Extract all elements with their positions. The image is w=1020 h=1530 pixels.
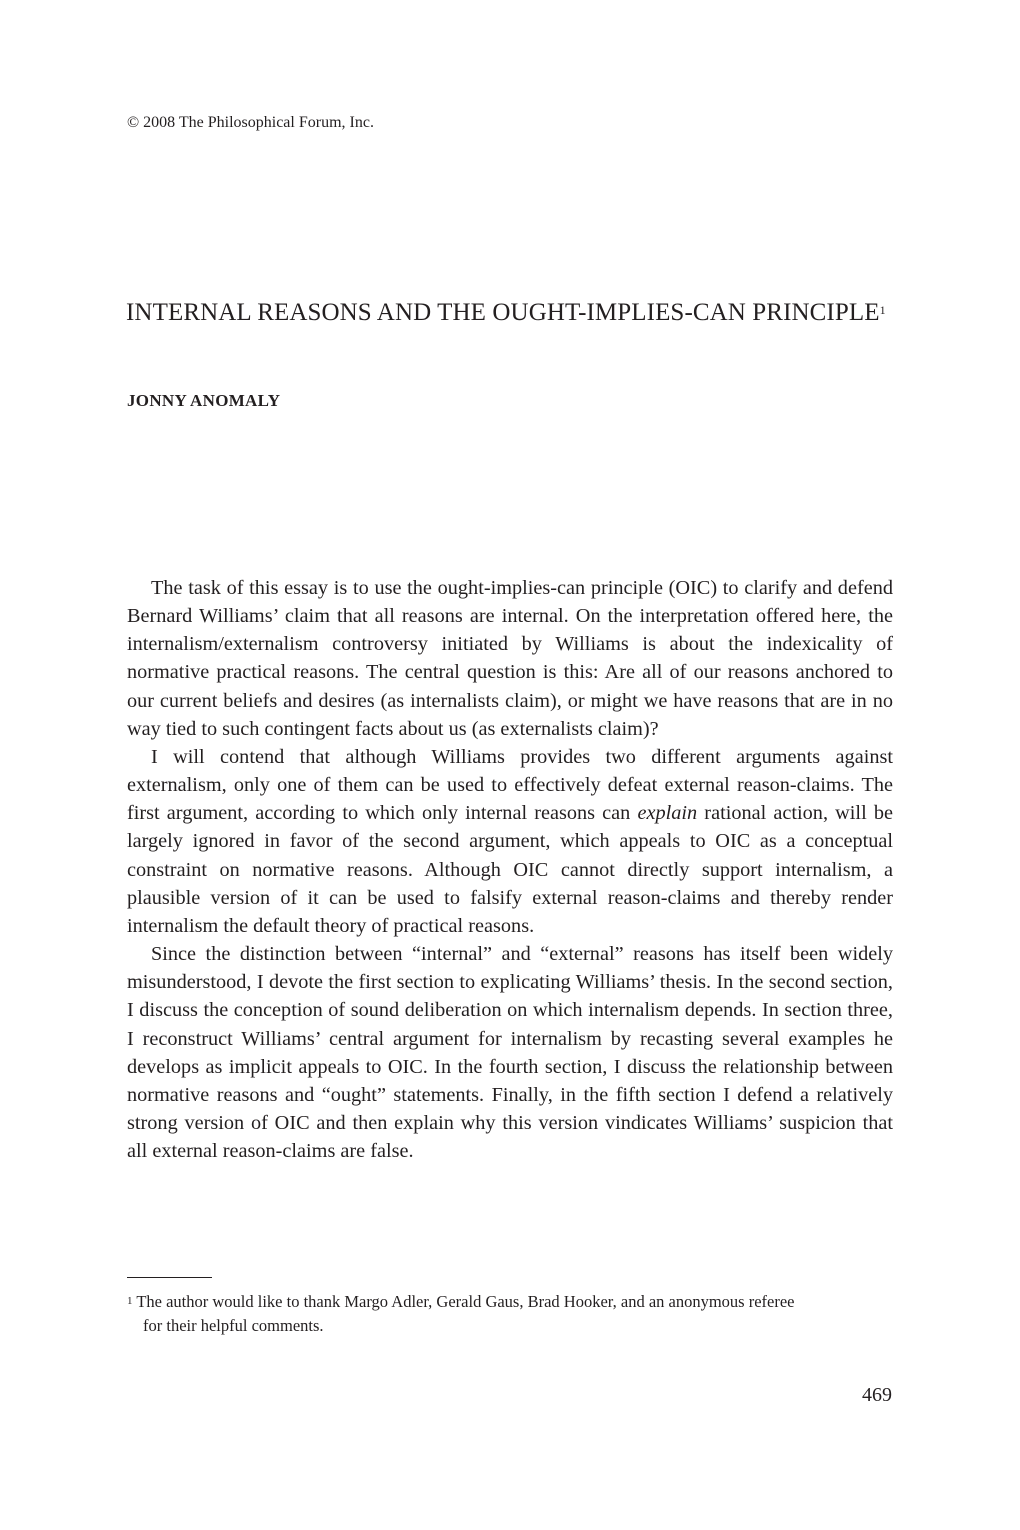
copyright-notice: © 2008 The Philosophical Forum, Inc. [127,114,374,131]
article-body [127,574,893,1165]
paragraph-2 [127,743,893,940]
emphasis-explain: explain [637,802,698,825]
footnote-line-1: The author would like to thank Margo Adler, Gerald Gaus, Brad Hooker, and an anonymous referee [136,1292,795,1311]
page-number: 469 [862,1384,892,1406]
footnote-1 [127,1290,893,1338]
article-title-text: INTERNAL REASONS AND THE OUGHT-IMPLIES-CAN PRINCIPLE [126,299,880,326]
title-footnote-marker[interactable]: 1 [879,303,886,317]
paragraph-2-part-1: I will contend that although Williams provides two different arguments against externalism, only one of them can be used to effectively defeat external reason-claims. The first argument, according to which only internal reasons can [127,745,893,825]
article-title [126,297,886,328]
footnote-divider [127,1277,212,1278]
author-name: JONNY ANOMALY [127,391,281,410]
paragraph-2-part-2: rational action, will be largely ignored in favor of the second argument, which appeals to OIC as a conceptual constraint on normative reasons. Although OIC cannot directly support internalism, a plausible version of it can be used to falsify external reason-claims and thereby render internalism the default theory of practical reasons. [127,802,893,937]
footnote-marker: 1 [127,1295,133,1307]
footnote-line-2: for their helpful comments. [143,1316,324,1335]
paragraph-3: Since the distinction between “internal” and “external” reasons has itself been widely misunderstood, I devote the first section to explicating Williams’ thesis. In the second section, I discuss the conception of sound deliberation on which internalism depends. In section three, I reconstruct Williams’ central argument for internalism by recasting several examples he develops as implicit appeals to OIC. In the fourth section, I discuss the relationship between normative reasons and “ought” statements. Finally, in the fifth section I defend a relatively strong version of OIC and then explain why this version vindicates Williams’ suspicion that all external reason-claims are false. [127,943,893,1163]
paragraph-1: The task of this essay is to use the ought-implies-can principle (OIC) to clarify and defend Bernard Williams’ claim that all reasons are internal. On the interpretation offered here, the internalism/externalism controversy initiated by Williams is about the indexicality of normative practical reasons. The central question is this: Are all of our reasons anchored to our current beliefs and desires (as internalists claim), or might we have reasons that are in no way tied to such contingent facts about us (as externalists claim)? [127,577,893,740]
